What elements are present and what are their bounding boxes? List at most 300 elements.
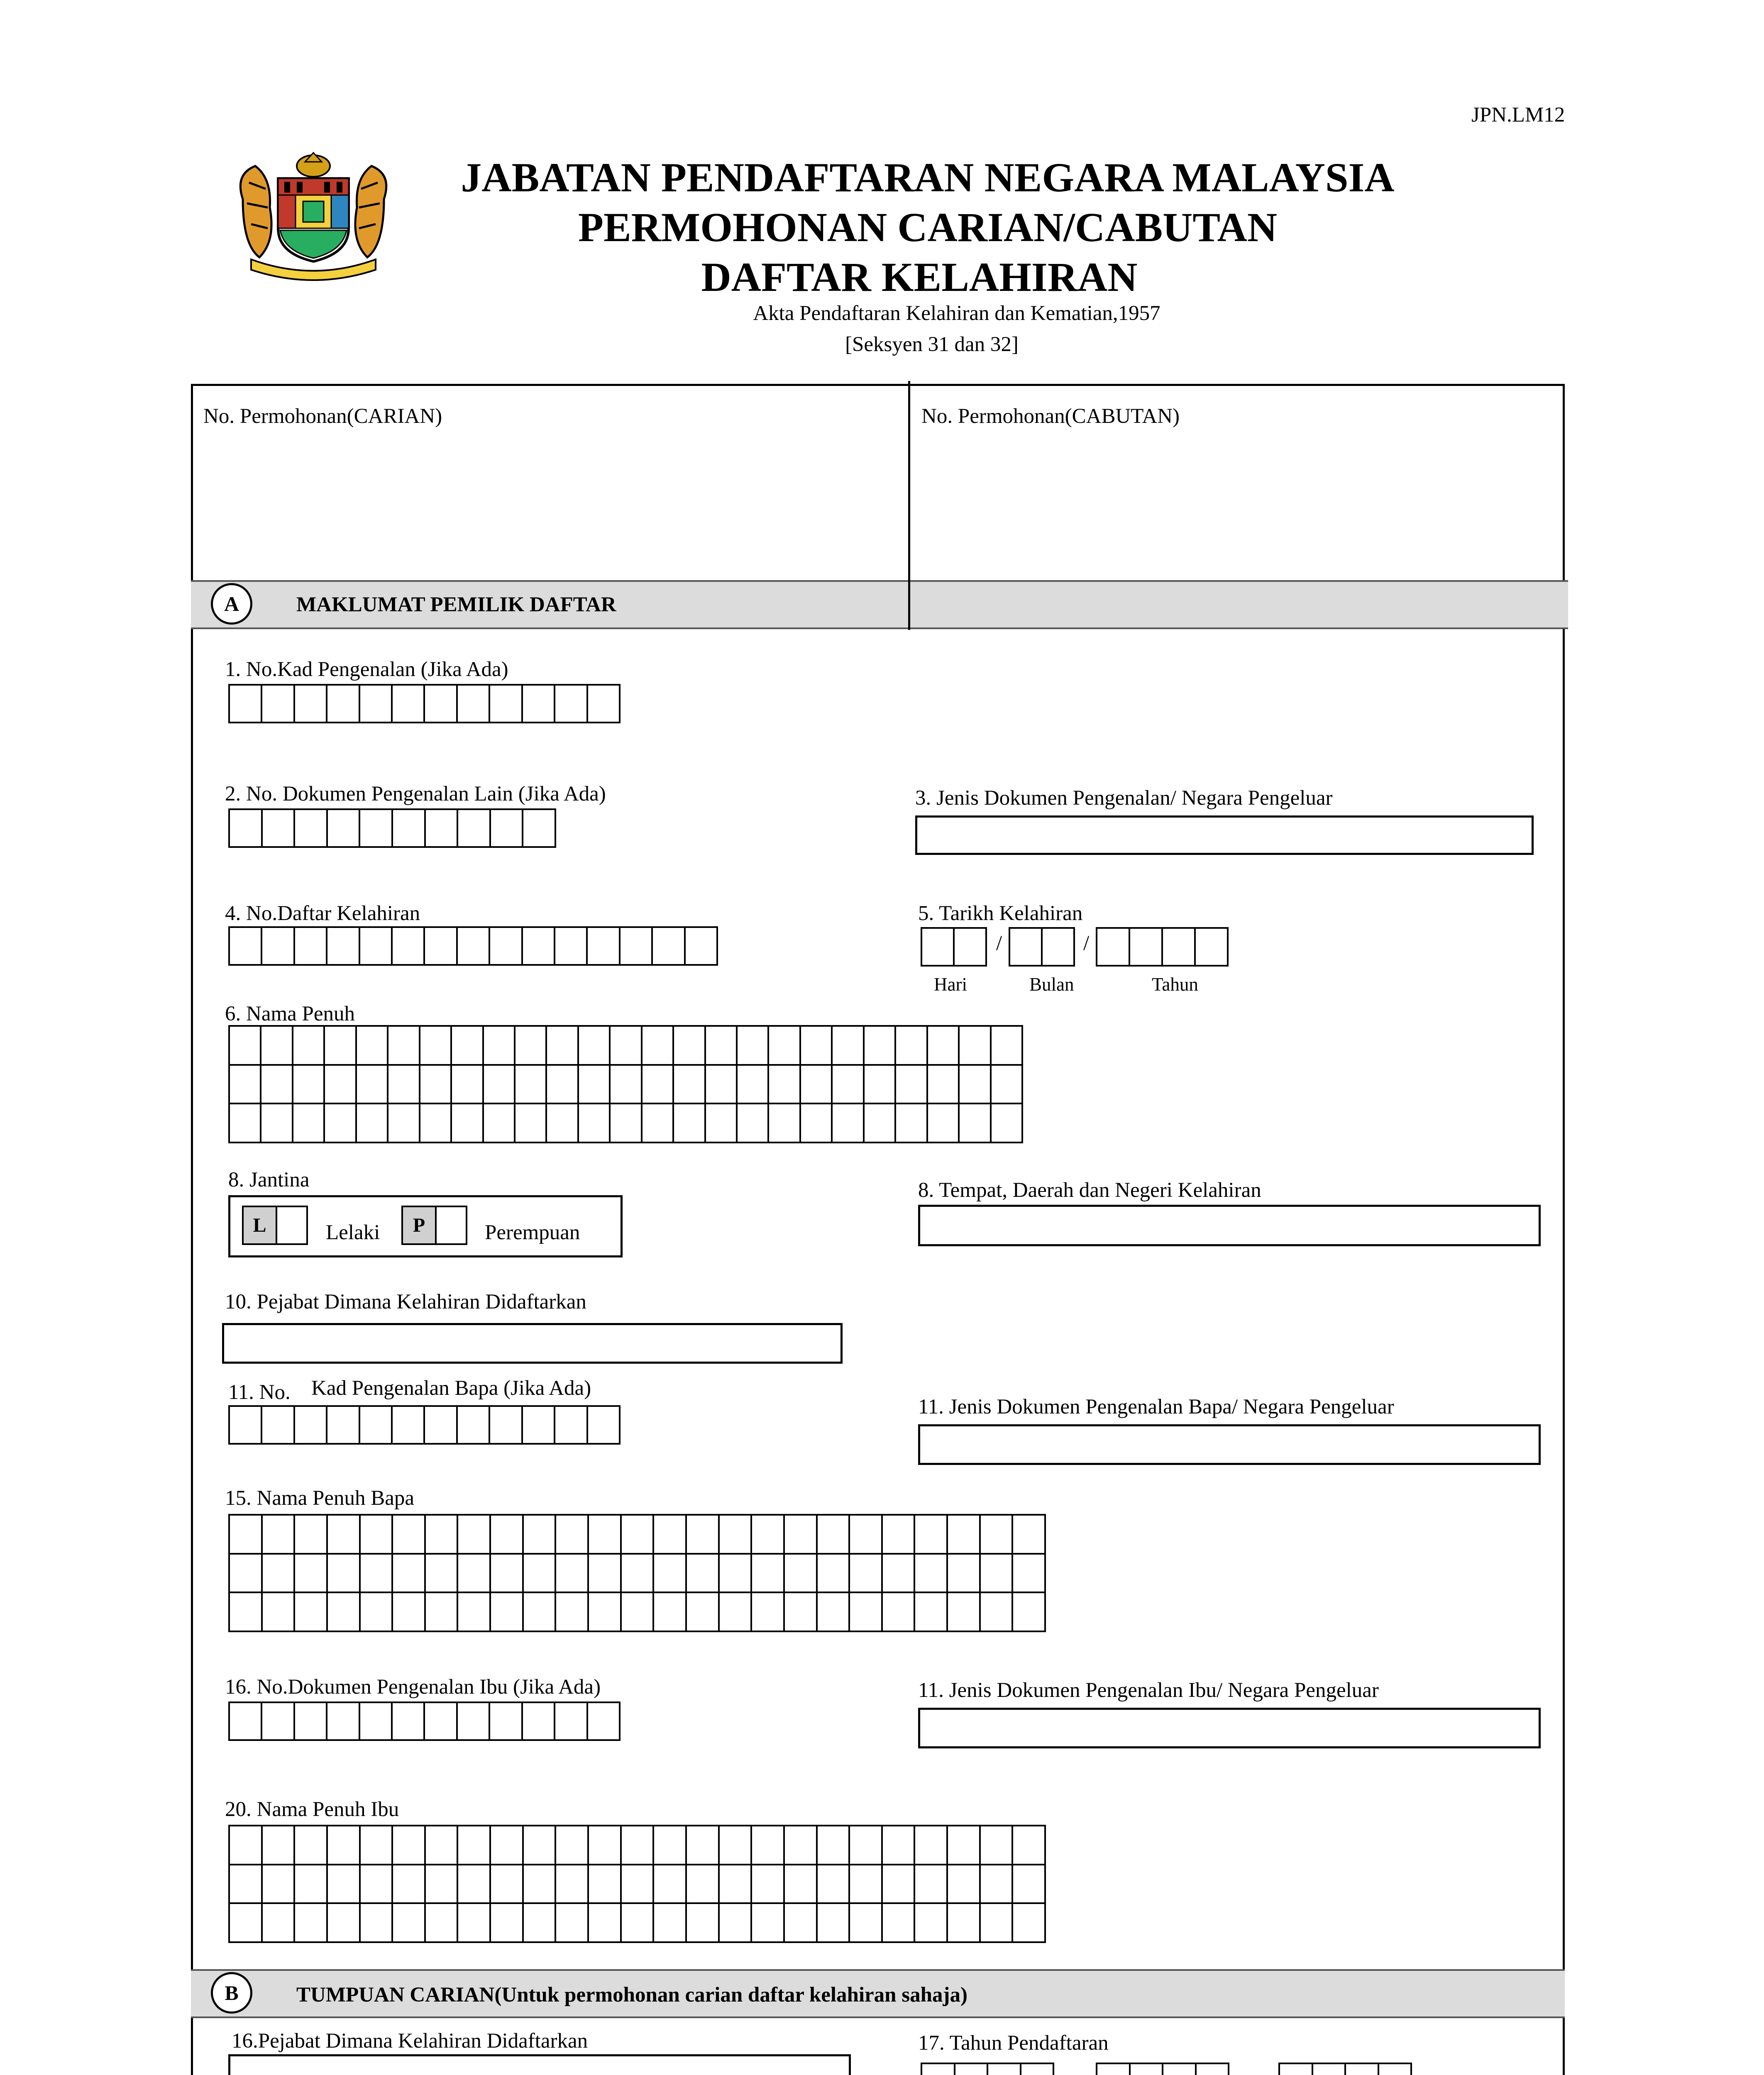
other-doc-number-grid-cell[interactable]	[393, 810, 426, 848]
father-name-grid-cell[interactable]	[426, 1516, 459, 1555]
full-name-grid-cell[interactable]	[674, 1066, 706, 1105]
father-name-grid-cell[interactable]	[1013, 1516, 1046, 1555]
full-name-grid-cell[interactable]	[388, 1104, 420, 1143]
full-name-grid-cell[interactable]	[325, 1066, 357, 1105]
mother-name-grid-cell[interactable]	[883, 1904, 916, 1943]
other-doc-number-grid-cell[interactable]	[263, 810, 296, 848]
father-name-grid-cell[interactable]	[263, 1593, 296, 1632]
father-name-grid-cell[interactable]	[915, 1593, 948, 1632]
mother-name-grid-cell[interactable]	[883, 1865, 916, 1904]
father-name-grid-cell[interactable]	[589, 1593, 622, 1632]
full-name-grid-cell[interactable]	[992, 1104, 1023, 1143]
father-name-grid-cell[interactable]	[981, 1593, 1014, 1632]
full-name-grid-cell[interactable]	[293, 1066, 325, 1105]
full-name-grid-cell[interactable]	[928, 1027, 960, 1066]
father-name-grid-cell[interactable]	[752, 1593, 785, 1632]
registration-year-grid-2-cell[interactable]	[1163, 2064, 1197, 2075]
registration-year-grid-1[interactable]	[921, 2063, 1054, 2075]
father-name-grid-cell[interactable]	[491, 1593, 524, 1632]
mother-name-grid-cell[interactable]	[785, 1904, 818, 1943]
father-name-grid-cell[interactable]	[426, 1555, 459, 1594]
full-name-grid-cell[interactable]	[643, 1104, 674, 1143]
father-name-grid-cell[interactable]	[752, 1516, 785, 1555]
full-name-grid-cell[interactable]	[992, 1066, 1023, 1105]
full-name-grid-cell[interactable]	[992, 1027, 1023, 1066]
full-name-grid-cell[interactable]	[452, 1104, 484, 1143]
birth-register-number-grid-cell[interactable]	[295, 928, 327, 966]
full-name-grid-cell[interactable]	[928, 1066, 960, 1105]
birth-register-number-grid-cell[interactable]	[653, 928, 685, 966]
mother-name-grid-cell[interactable]	[295, 1826, 328, 1865]
father-name-grid-cell[interactable]	[622, 1555, 655, 1594]
mother-doc-number-grid-cell[interactable]	[555, 1703, 588, 1741]
birth-register-number-grid-cell[interactable]	[588, 928, 620, 966]
full-name-grid-cell[interactable]	[230, 1066, 261, 1105]
full-name-grid-cell[interactable]	[674, 1104, 706, 1143]
full-name-grid-cell[interactable]	[325, 1104, 357, 1143]
full-name-grid-cell[interactable]	[547, 1066, 579, 1105]
mother-name-grid-cell[interactable]	[263, 1865, 296, 1904]
other-doc-number-grid[interactable]	[228, 808, 556, 848]
father-name-grid-cell[interactable]	[915, 1555, 948, 1594]
mother-name-grid-cell[interactable]	[687, 1826, 720, 1865]
mother-name-grid-cell[interactable]	[263, 1826, 296, 1865]
full-name-grid-cell[interactable]	[896, 1104, 928, 1143]
birth-day-grid-cell[interactable]	[955, 929, 987, 967]
registration-year-grid-3-cell[interactable]	[1346, 2064, 1379, 2075]
father-name-grid-cell[interactable]	[883, 1593, 916, 1632]
registration-year-grid-3[interactable]	[1278, 2063, 1412, 2075]
mother-name-grid-cell[interactable]	[295, 1865, 328, 1904]
ic-number-grid-cell[interactable]	[458, 686, 490, 723]
father-name-grid-cell[interactable]	[883, 1555, 916, 1594]
mother-name-grid-cell[interactable]	[393, 1904, 426, 1943]
ic-number-grid-cell[interactable]	[327, 686, 360, 723]
registration-year-grid-1-cell[interactable]	[988, 2064, 1021, 2075]
full-name-grid-cell[interactable]	[579, 1104, 611, 1143]
registration-year-grid-1-cell[interactable]	[922, 2064, 955, 2075]
father-name-grid-cell[interactable]	[458, 1516, 491, 1555]
full-name-grid-cell[interactable]	[801, 1104, 833, 1143]
full-name-grid-cell[interactable]	[388, 1066, 420, 1105]
full-name-grid-cell[interactable]	[896, 1066, 928, 1105]
father-name-grid-cell[interactable]	[393, 1593, 426, 1632]
mother-name-grid-cell[interactable]	[361, 1904, 393, 1943]
full-name-grid-cell[interactable]	[960, 1104, 991, 1143]
full-name-grid-cell[interactable]	[230, 1027, 261, 1066]
full-name-grid-cell[interactable]	[865, 1104, 896, 1143]
father-name-grid-cell[interactable]	[818, 1593, 850, 1632]
full-name-grid-cell[interactable]	[516, 1027, 547, 1066]
full-name-grid-cell[interactable]	[261, 1027, 293, 1066]
mother-name-grid-cell[interactable]	[230, 1865, 263, 1904]
mother-doc-number-grid-cell[interactable]	[393, 1703, 425, 1741]
ic-number-grid-cell[interactable]	[262, 686, 295, 723]
ic-number-grid-cell[interactable]	[425, 686, 457, 723]
birth-year-grid-cell[interactable]	[1196, 929, 1229, 967]
father-name-grid-cell[interactable]	[393, 1555, 426, 1594]
mother-name-grid[interactable]	[228, 1825, 1046, 1943]
father-name-grid-cell[interactable]	[295, 1555, 328, 1594]
mother-name-grid-cell[interactable]	[556, 1826, 589, 1865]
registration-year-grid-1-cell[interactable]	[1021, 2064, 1055, 2075]
full-name-grid-cell[interactable]	[801, 1027, 833, 1066]
father-name-grid-cell[interactable]	[654, 1516, 687, 1555]
other-doc-number-grid-cell[interactable]	[523, 810, 556, 848]
full-name-grid-cell[interactable]	[960, 1027, 991, 1066]
father-ic-grid-cell[interactable]	[262, 1407, 295, 1445]
mother-doc-number-grid[interactable]	[228, 1702, 621, 1741]
mother-doc-number-grid-cell[interactable]	[295, 1703, 327, 1741]
full-name-grid-cell[interactable]	[547, 1027, 579, 1066]
full-name-grid-cell[interactable]	[738, 1066, 769, 1105]
birth-register-number-grid-cell[interactable]	[262, 928, 295, 966]
full-name-grid-cell[interactable]	[484, 1066, 516, 1105]
other-doc-number-grid-cell[interactable]	[458, 810, 491, 848]
birth-register-number-grid-cell[interactable]	[555, 928, 588, 966]
full-name-grid[interactable]	[228, 1025, 1023, 1143]
mother-name-grid-cell[interactable]	[687, 1865, 720, 1904]
full-name-grid-cell[interactable]	[865, 1066, 896, 1105]
other-doc-number-grid-cell[interactable]	[230, 810, 263, 848]
full-name-grid-cell[interactable]	[738, 1104, 769, 1143]
father-name-grid-cell[interactable]	[263, 1555, 296, 1594]
father-name-grid-cell[interactable]	[654, 1593, 687, 1632]
registration-year-grid-2-cell[interactable]	[1197, 2064, 1230, 2075]
doc-type-field[interactable]	[915, 815, 1534, 855]
father-name-grid-cell[interactable]	[458, 1593, 491, 1632]
mother-name-grid-cell[interactable]	[654, 1826, 687, 1865]
mother-name-grid-cell[interactable]	[687, 1904, 720, 1943]
full-name-grid-cell[interactable]	[388, 1027, 420, 1066]
other-doc-number-grid-cell[interactable]	[295, 810, 328, 848]
mother-name-grid-cell[interactable]	[458, 1865, 491, 1904]
full-name-grid-cell[interactable]	[769, 1066, 801, 1105]
father-name-grid-cell[interactable]	[948, 1555, 981, 1594]
full-name-grid-cell[interactable]	[706, 1027, 738, 1066]
birth-register-number-grid-cell[interactable]	[360, 928, 393, 966]
full-name-grid-cell[interactable]	[643, 1066, 674, 1105]
mother-name-grid-cell[interactable]	[720, 1826, 753, 1865]
mother-name-grid-cell[interactable]	[426, 1904, 459, 1943]
full-name-grid-cell[interactable]	[833, 1027, 864, 1066]
father-name-grid-cell[interactable]	[263, 1516, 296, 1555]
father-name-grid-cell[interactable]	[654, 1555, 687, 1594]
mother-name-grid-cell[interactable]	[361, 1826, 393, 1865]
father-name-grid-cell[interactable]	[687, 1593, 720, 1632]
mother-name-grid-cell[interactable]	[752, 1904, 785, 1943]
father-name-grid-cell[interactable]	[361, 1516, 393, 1555]
other-doc-number-grid-cell[interactable]	[328, 810, 361, 848]
ic-number-grid-cell[interactable]	[490, 686, 523, 723]
birth-register-number-grid-cell[interactable]	[621, 928, 653, 966]
father-name-grid-cell[interactable]	[361, 1555, 393, 1594]
father-name-grid-cell[interactable]	[948, 1516, 981, 1555]
father-name-grid-cell[interactable]	[915, 1516, 948, 1555]
father-ic-grid-cell[interactable]	[555, 1407, 588, 1445]
full-name-grid-cell[interactable]	[896, 1027, 928, 1066]
ic-number-grid-cell[interactable]	[523, 686, 555, 723]
mother-name-grid-cell[interactable]	[915, 1904, 948, 1943]
mother-name-grid-cell[interactable]	[230, 1826, 263, 1865]
mother-name-grid-cell[interactable]	[785, 1865, 818, 1904]
ic-number-grid-cell[interactable]	[360, 686, 393, 723]
birth-month-grid[interactable]	[1009, 927, 1075, 967]
mother-name-grid-cell[interactable]	[850, 1826, 883, 1865]
full-name-grid-cell[interactable]	[706, 1104, 738, 1143]
mother-doc-number-grid-cell[interactable]	[327, 1703, 360, 1741]
birth-register-number-grid-cell[interactable]	[458, 928, 490, 966]
father-name-grid-cell[interactable]	[818, 1516, 850, 1555]
search-office-field[interactable]	[228, 2054, 851, 2075]
father-name-grid-cell[interactable]	[328, 1516, 361, 1555]
full-name-grid-cell[interactable]	[611, 1027, 642, 1066]
mother-doc-number-grid-cell[interactable]	[230, 1703, 262, 1741]
full-name-grid-cell[interactable]	[484, 1027, 516, 1066]
other-doc-number-grid-cell[interactable]	[491, 810, 524, 848]
full-name-grid-cell[interactable]	[928, 1104, 960, 1143]
full-name-grid-cell[interactable]	[801, 1066, 833, 1105]
mother-name-grid-cell[interactable]	[589, 1865, 622, 1904]
mother-name-grid-cell[interactable]	[654, 1904, 687, 1943]
full-name-grid-cell[interactable]	[357, 1104, 388, 1143]
birth-register-number-grid-cell[interactable]	[490, 928, 523, 966]
mother-name-grid-cell[interactable]	[524, 1904, 557, 1943]
registration-year-grid-1-cell[interactable]	[955, 2064, 989, 2075]
father-name-grid-cell[interactable]	[785, 1516, 818, 1555]
mother-name-grid-cell[interactable]	[393, 1826, 426, 1865]
father-name-grid-cell[interactable]	[295, 1516, 328, 1555]
mother-name-grid-cell[interactable]	[818, 1865, 850, 1904]
mother-name-grid-cell[interactable]	[491, 1904, 524, 1943]
full-name-grid-cell[interactable]	[833, 1104, 864, 1143]
father-name-grid-cell[interactable]	[556, 1516, 589, 1555]
full-name-grid-cell[interactable]	[420, 1066, 452, 1105]
full-name-grid-cell[interactable]	[579, 1027, 611, 1066]
mother-name-grid-cell[interactable]	[915, 1865, 948, 1904]
birth-register-number-grid-cell[interactable]	[686, 928, 718, 966]
father-name-grid-cell[interactable]	[622, 1516, 655, 1555]
ic-number-grid-cell[interactable]	[555, 686, 588, 723]
mother-doc-number-grid-cell[interactable]	[360, 1703, 393, 1741]
father-name-grid-cell[interactable]	[687, 1555, 720, 1594]
mother-name-grid-cell[interactable]	[948, 1865, 981, 1904]
father-name-grid-cell[interactable]	[361, 1593, 393, 1632]
mother-name-grid-cell[interactable]	[850, 1865, 883, 1904]
full-name-grid-cell[interactable]	[230, 1104, 261, 1143]
registration-year-grid-3-cell[interactable]	[1313, 2064, 1346, 2075]
father-name-grid-cell[interactable]	[622, 1593, 655, 1632]
mother-name-grid-cell[interactable]	[589, 1904, 622, 1943]
father-name-grid-cell[interactable]	[524, 1555, 557, 1594]
father-ic-grid-cell[interactable]	[458, 1407, 490, 1445]
father-name-grid-cell[interactable]	[230, 1516, 263, 1555]
mother-name-grid-cell[interactable]	[818, 1904, 850, 1943]
mother-name-grid-cell[interactable]	[426, 1826, 459, 1865]
full-name-grid-cell[interactable]	[261, 1104, 293, 1143]
registration-year-grid-2-cell[interactable]	[1097, 2064, 1131, 2075]
father-name-grid-cell[interactable]	[328, 1593, 361, 1632]
full-name-grid-cell[interactable]	[865, 1027, 896, 1066]
father-name-grid-cell[interactable]	[458, 1555, 491, 1594]
registration-year-grid-2[interactable]	[1096, 2063, 1229, 2075]
birth-day-grid-cell[interactable]	[922, 929, 955, 967]
full-name-grid-cell[interactable]	[769, 1027, 801, 1066]
registration-office-field[interactable]	[222, 1323, 843, 1364]
father-name-grid-cell[interactable]	[491, 1555, 524, 1594]
mother-name-grid-cell[interactable]	[622, 1826, 655, 1865]
mother-name-grid-cell[interactable]	[230, 1904, 263, 1943]
full-name-grid-cell[interactable]	[579, 1066, 611, 1105]
mother-name-grid-cell[interactable]	[850, 1904, 883, 1943]
full-name-grid-cell[interactable]	[960, 1066, 991, 1105]
ic-number-grid-cell[interactable]	[588, 686, 621, 723]
birth-month-grid-cell[interactable]	[1010, 929, 1043, 967]
mother-name-grid-cell[interactable]	[818, 1826, 850, 1865]
birth-register-number-grid-cell[interactable]	[523, 928, 555, 966]
full-name-grid-cell[interactable]	[293, 1104, 325, 1143]
father-name-grid-cell[interactable]	[948, 1593, 981, 1632]
father-name-grid-cell[interactable]	[720, 1593, 753, 1632]
mother-name-grid-cell[interactable]	[458, 1826, 491, 1865]
full-name-grid-cell[interactable]	[357, 1066, 388, 1105]
father-name-grid-cell[interactable]	[818, 1555, 850, 1594]
father-name-grid-cell[interactable]	[720, 1555, 753, 1594]
father-name-grid-cell[interactable]	[589, 1516, 622, 1555]
mother-name-grid-cell[interactable]	[785, 1826, 818, 1865]
father-name-grid-cell[interactable]	[524, 1516, 557, 1555]
full-name-grid-cell[interactable]	[769, 1104, 801, 1143]
gender-l-checkbox[interactable]	[276, 1206, 308, 1245]
father-name-grid-cell[interactable]	[1013, 1593, 1046, 1632]
father-name-grid-cell[interactable]	[785, 1593, 818, 1632]
mother-name-grid-cell[interactable]	[556, 1865, 589, 1904]
father-name-grid-cell[interactable]	[850, 1593, 883, 1632]
father-name-grid-cell[interactable]	[981, 1555, 1014, 1594]
mother-name-grid-cell[interactable]	[589, 1826, 622, 1865]
ic-number-grid-cell[interactable]	[230, 686, 262, 723]
mother-name-grid-cell[interactable]	[720, 1904, 753, 1943]
father-name-grid-cell[interactable]	[850, 1555, 883, 1594]
mother-name-grid-cell[interactable]	[328, 1826, 361, 1865]
mother-name-grid-cell[interactable]	[1013, 1826, 1046, 1865]
birth-year-grid-cell[interactable]	[1163, 929, 1196, 967]
birth-year-grid-cell[interactable]	[1097, 929, 1130, 967]
full-name-grid-cell[interactable]	[325, 1027, 357, 1066]
father-ic-grid-cell[interactable]	[490, 1407, 523, 1445]
father-ic-grid-cell[interactable]	[327, 1407, 360, 1445]
birth-year-grid-cell[interactable]	[1130, 929, 1163, 967]
father-name-grid-cell[interactable]	[556, 1593, 589, 1632]
mother-name-grid-cell[interactable]	[1013, 1904, 1046, 1943]
birth-day-grid[interactable]	[921, 927, 987, 967]
father-ic-grid-cell[interactable]	[523, 1407, 555, 1445]
mother-name-grid-cell[interactable]	[883, 1826, 916, 1865]
father-name-grid-cell[interactable]	[230, 1593, 263, 1632]
mother-name-grid-cell[interactable]	[948, 1826, 981, 1865]
birth-register-number-grid-cell[interactable]	[327, 928, 360, 966]
registration-year-grid-2-cell[interactable]	[1131, 2064, 1164, 2075]
full-name-grid-cell[interactable]	[674, 1027, 706, 1066]
father-name-grid-cell[interactable]	[883, 1516, 916, 1555]
full-name-grid-cell[interactable]	[261, 1066, 293, 1105]
mother-name-grid-cell[interactable]	[948, 1904, 981, 1943]
mother-name-grid-cell[interactable]	[491, 1865, 524, 1904]
mother-name-grid-cell[interactable]	[491, 1826, 524, 1865]
full-name-grid-cell[interactable]	[516, 1104, 547, 1143]
mother-doc-number-grid-cell[interactable]	[523, 1703, 555, 1741]
full-name-grid-cell[interactable]	[293, 1027, 325, 1066]
birth-register-number-grid-cell[interactable]	[393, 928, 425, 966]
mother-name-grid-cell[interactable]	[328, 1865, 361, 1904]
other-doc-number-grid-cell[interactable]	[426, 810, 459, 848]
father-name-grid-cell[interactable]	[328, 1555, 361, 1594]
full-name-grid-cell[interactable]	[611, 1066, 642, 1105]
father-ic-grid-cell[interactable]	[425, 1407, 457, 1445]
birth-place-field[interactable]	[918, 1205, 1541, 1246]
full-name-grid-cell[interactable]	[420, 1027, 452, 1066]
mother-name-grid-cell[interactable]	[981, 1904, 1014, 1943]
father-doc-type-field[interactable]	[918, 1424, 1541, 1465]
full-name-grid-cell[interactable]	[452, 1027, 484, 1066]
mother-name-grid-cell[interactable]	[981, 1826, 1014, 1865]
full-name-grid-cell[interactable]	[611, 1104, 642, 1143]
mother-name-grid-cell[interactable]	[654, 1865, 687, 1904]
mother-doc-type-field[interactable]	[918, 1708, 1541, 1748]
ic-number-grid-cell[interactable]	[393, 686, 425, 723]
father-name-grid-cell[interactable]	[426, 1593, 459, 1632]
mother-name-grid-cell[interactable]	[328, 1904, 361, 1943]
mother-name-grid-cell[interactable]	[295, 1904, 328, 1943]
father-name-grid-cell[interactable]	[981, 1516, 1014, 1555]
full-name-grid-cell[interactable]	[516, 1066, 547, 1105]
full-name-grid-cell[interactable]	[706, 1066, 738, 1105]
mother-name-grid-cell[interactable]	[361, 1865, 393, 1904]
mother-name-grid-cell[interactable]	[752, 1865, 785, 1904]
mother-doc-number-grid-cell[interactable]	[425, 1703, 457, 1741]
father-ic-grid-cell[interactable]	[295, 1407, 327, 1445]
father-ic-grid-cell[interactable]	[360, 1407, 393, 1445]
birth-register-number-grid-cell[interactable]	[425, 928, 457, 966]
father-name-grid-cell[interactable]	[491, 1516, 524, 1555]
ic-number-grid-cell[interactable]	[295, 686, 327, 723]
father-ic-grid-cell[interactable]	[588, 1407, 621, 1445]
full-name-grid-cell[interactable]	[547, 1104, 579, 1143]
birth-register-number-grid-cell[interactable]	[230, 928, 262, 966]
full-name-grid-cell[interactable]	[738, 1027, 769, 1066]
mother-doc-number-grid-cell[interactable]	[262, 1703, 295, 1741]
father-name-grid-cell[interactable]	[687, 1516, 720, 1555]
full-name-grid-cell[interactable]	[357, 1027, 388, 1066]
mother-doc-number-grid-cell[interactable]	[588, 1703, 621, 1741]
gender-p-checkbox[interactable]	[435, 1206, 467, 1245]
mother-name-grid-cell[interactable]	[622, 1904, 655, 1943]
mother-name-grid-cell[interactable]	[524, 1865, 557, 1904]
father-ic-grid-cell[interactable]	[230, 1407, 262, 1445]
mother-name-grid-cell[interactable]	[915, 1826, 948, 1865]
birth-year-grid[interactable]	[1096, 927, 1229, 967]
father-name-grid-cell[interactable]	[752, 1555, 785, 1594]
mother-name-grid-cell[interactable]	[458, 1904, 491, 1943]
ic-number-grid[interactable]	[228, 684, 621, 723]
full-name-grid-cell[interactable]	[643, 1027, 674, 1066]
mother-name-grid-cell[interactable]	[622, 1865, 655, 1904]
father-name-grid-cell[interactable]	[785, 1555, 818, 1594]
full-name-grid-cell[interactable]	[452, 1066, 484, 1105]
mother-name-grid-cell[interactable]	[1013, 1865, 1046, 1904]
full-name-grid-cell[interactable]	[484, 1104, 516, 1143]
birth-register-number-grid[interactable]	[228, 926, 718, 966]
